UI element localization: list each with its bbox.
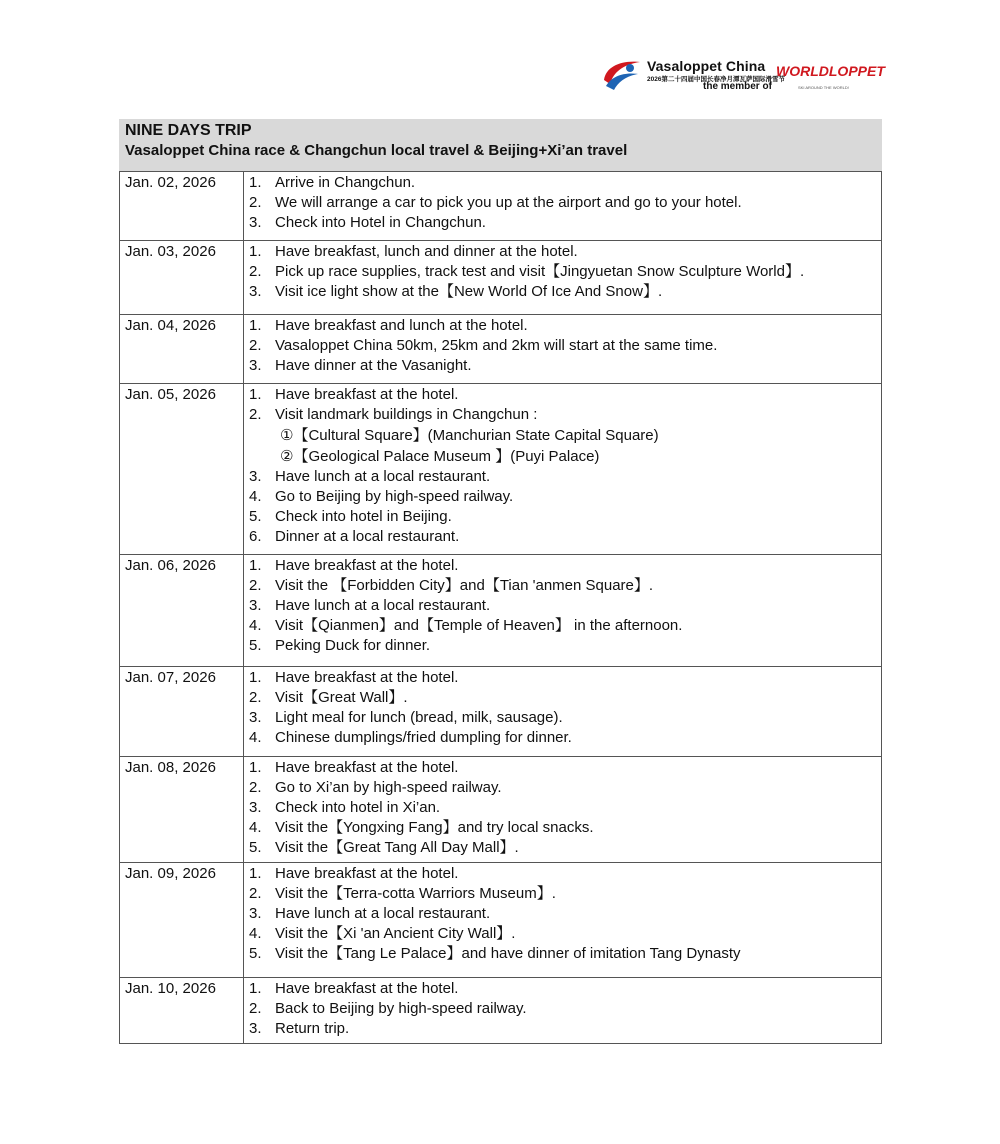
activity-text: We will arrange a car to pick you up at the airport and go to your hotel. [275,194,742,211]
activity-number: 4. [249,925,262,942]
activity-text: Have breakfast at the hotel. [275,669,459,686]
activity-number: 3. [249,597,262,614]
day-row [120,384,882,555]
activity-item [249,316,877,336]
activity-text: Visit the 【Forbidden City】and【Tian 'anmen Square】. [275,577,654,594]
day-activities [244,555,882,667]
activity-number: 4. [249,819,262,836]
activity-text: Arrive in Changchun. [275,174,416,191]
activity-item [249,924,877,944]
activity-number: 6. [249,528,262,545]
activity-number: 3. [249,905,262,922]
activity-number: 1. [249,980,262,997]
activity-item [249,193,877,213]
activity-text: Have dinner at the Vasanight. [275,357,472,374]
activity-item [249,636,877,656]
activity-number: 5. [249,945,262,962]
activity-item [249,356,877,376]
activity-item [249,758,877,778]
activity-text: Visit【Qianmen】and【Temple of Heaven】 in the afternoon. [275,617,683,634]
activity-number: 3. [249,799,262,816]
activity-item [249,668,877,688]
activity-number: 1. [249,243,262,260]
activity-subitem: ②【Geological Palace Museum 】(Puyi Palace) [280,448,600,465]
itinerary-header [119,119,882,171]
itinerary-title: NINE DAYS TRIP [125,122,252,139]
activity-text: Have lunch at a local restaurant. [275,468,491,485]
activity-number: 2. [249,577,262,594]
activity-text: Pick up race supplies, track test and visit【Jingyuetan Snow Sculpture World】. [275,263,805,280]
activity-item [249,818,877,838]
activity-number: 1. [249,386,262,403]
day-row [120,978,882,1044]
activity-item [249,979,877,999]
activity-number: 4. [249,617,262,634]
vasaloppet-china-logo [600,56,885,102]
activity-item [249,507,877,527]
activity-text: Vasaloppet China 50km, 25km and 2km will start at the same time. [275,337,718,354]
worldloppet-tagline: SKI AROUND THE WORLD! [798,85,849,90]
activity-item [249,336,877,356]
day-activities [244,863,882,978]
day-date: Jan. 02, 2026 [120,172,244,241]
day-row [120,667,882,757]
activity-number: 2. [249,779,262,796]
activity-item [249,282,877,302]
activity-text: Visit the【Yongxing Fang】and try local snacks. [275,819,594,836]
activity-text: Visit the【Terra-cotta Warriors Museum】. [275,885,556,902]
activity-text: Light meal for lunch (bread, milk, sausage). [275,709,563,726]
activity-number: 1. [249,759,262,776]
activity-item [249,728,877,748]
day-date: Jan. 04, 2026 [120,315,244,384]
activity-subitem: ①【Cultural Square】(Manchurian State Capital Square) [280,427,659,444]
worldloppet-logo: WORLDLOPPET [776,63,885,79]
day-date: Jan. 09, 2026 [120,863,244,978]
activity-text: Check into Hotel in Changchun. [275,214,486,231]
activity-number: 1. [249,174,262,191]
activity-item [249,556,877,576]
day-date: Jan. 10, 2026 [120,978,244,1044]
day-activities [244,241,882,315]
activity-item [249,884,877,904]
day-date: Jan. 05, 2026 [120,384,244,555]
activity-text: Go to Xi’an by high-speed railway. [275,779,502,796]
activity-item [249,838,877,858]
activity-text: Visit the【Tang Le Palace】and have dinner of imitation Tang Dynasty [275,945,741,962]
activity-text: Go to Beijing by high-speed railway. [275,488,514,505]
activity-item [249,467,877,487]
day-row [120,863,882,978]
day-row [120,172,882,241]
day-activities [244,172,882,241]
logo-member-text: the member of [703,81,772,92]
day-activities [244,667,882,757]
skier-logo-icon [600,56,644,96]
activity-item [249,242,877,262]
activity-text: Back to Beijing by high-speed railway. [275,1000,527,1017]
activity-text: Have breakfast at the hotel. [275,865,459,882]
activity-text: Visit the【Xi 'an Ancient City Wall】. [275,925,516,942]
itinerary-table-body [120,172,882,1044]
activity-text: Have breakfast at the hotel. [275,557,459,574]
activity-number: 2. [249,337,262,354]
activity-item [249,864,877,884]
day-date: Jan. 08, 2026 [120,757,244,863]
activity-number: 3. [249,357,262,374]
activity-item [249,798,877,818]
activity-number: 1. [249,317,262,334]
activity-text: Visit【Great Wall】. [275,689,408,706]
activity-number: 4. [249,729,262,746]
day-date: Jan. 06, 2026 [120,555,244,667]
activity-text: Have breakfast, lunch and dinner at the hotel. [275,243,578,260]
activity-item [249,405,877,425]
activity-text: Return trip. [275,1020,350,1037]
day-row [120,555,882,667]
activity-item [249,778,877,798]
activity-number: 4. [249,488,262,505]
activity-number: 1. [249,557,262,574]
activity-text: Visit ice light show at the【New World Of Ice And Snow】. [275,283,663,300]
day-activities [244,757,882,863]
activity-number: 3. [249,283,262,300]
itinerary-subtitle: Vasaloppet China race & Changchun local travel & Beijing+Xi’an travel [125,142,628,159]
activity-item [249,487,877,507]
activity-text: Have breakfast at the hotel. [275,759,459,776]
activity-number: 5. [249,637,262,654]
activity-number: 2. [249,885,262,902]
day-row [120,241,882,315]
activity-number: 5. [249,508,262,525]
activity-text: Have breakfast at the hotel. [275,980,459,997]
itinerary-table [119,171,882,1044]
activity-number: 1. [249,669,262,686]
day-activities [244,384,882,555]
day-date: Jan. 03, 2026 [120,241,244,315]
activity-text: Dinner at a local restaurant. [275,528,460,545]
activity-number: 2. [249,406,262,423]
activity-text: Peking Duck for dinner. [275,637,431,654]
day-row [120,757,882,863]
activity-text: Check into hotel in Beijing. [275,508,452,525]
activity-item [249,688,877,708]
activity-number: 2. [249,1000,262,1017]
activity-item [249,213,877,233]
day-activities [244,978,882,1044]
activity-text: Have lunch at a local restaurant. [275,905,491,922]
day-activities [244,315,882,384]
activity-item [249,173,877,193]
activity-item [249,576,877,596]
logo-chinese-line: 2026第二十四届中国长春净月潭瓦萨国际滑雪节 [647,76,785,83]
activity-number: 3. [249,709,262,726]
activity-text: Have lunch at a local restaurant. [275,597,491,614]
activity-number: 2. [249,689,262,706]
activity-text: Chinese dumplings/fried dumpling for dinner. [275,729,572,746]
activity-item [249,904,877,924]
activity-number: 5. [249,839,262,856]
activity-item [249,708,877,728]
activity-text: Visit the【Great Tang All Day Mall】. [275,839,519,856]
activity-item [249,385,877,405]
activity-item [249,999,877,1019]
day-date: Jan. 07, 2026 [120,667,244,757]
activity-number: 1. [249,865,262,882]
activity-item [249,944,877,964]
activity-item [249,616,877,636]
activity-item [249,527,877,547]
activity-text: Have breakfast and lunch at the hotel. [275,317,528,334]
activity-item [249,596,877,616]
activity-text: Check into hotel in Xi’an. [275,799,441,816]
activity-item [249,262,877,282]
activity-text: Have breakfast at the hotel. [275,386,459,403]
itinerary [119,119,882,1044]
activity-number: 2. [249,263,262,280]
activity-number: 2. [249,194,262,211]
activity-item [249,1019,877,1039]
activity-number: 3. [249,468,262,485]
activity-number: 3. [249,214,262,231]
activity-text: Visit landmark buildings in Changchun : [275,406,538,423]
logo-title: Vasaloppet China [647,58,766,74]
day-row [120,315,882,384]
activity-number: 3. [249,1020,262,1037]
